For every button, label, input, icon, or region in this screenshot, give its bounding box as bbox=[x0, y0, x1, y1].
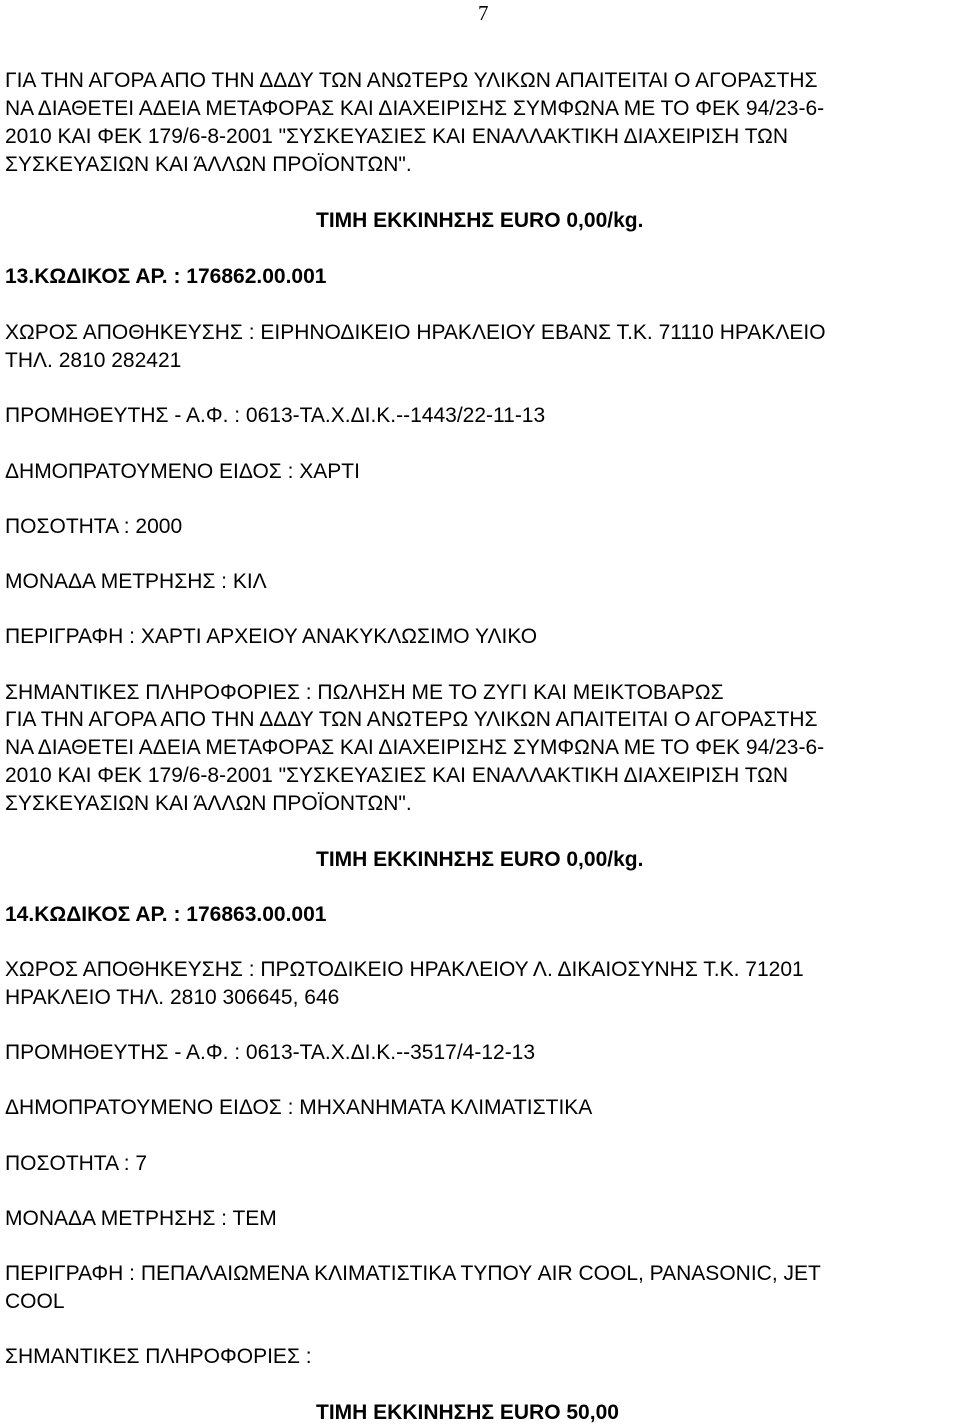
item-13-notes-line: ΓΙΑ ΤΗΝ ΑΓΟΡΑ ΑΠΟ ΤΗΝ ΔΔΔΥ ΤΩΝ ΑΝΩΤΕΡΩ ΥΛΙΚΩΝ ΑΠΑΙΤΕΙΤΑΙ Ο ΑΓΟΡΑΣΤΗΣ bbox=[5, 708, 818, 731]
top-note-line: ΓΙΑ ΤΗΝ ΑΓΟΡΑ ΑΠΟ ΤΗΝ ΔΔΔΥ ΤΩΝ ΑΝΩΤΕΡΩ ΥΛΙΚΩΝ ΑΠΑΙΤΕΙΤΑΙ Ο ΑΓΟΡΑΣΤΗΣ bbox=[5, 69, 818, 92]
item-13-notes-line: 2010 ΚΑΙ ΦΕΚ 179/6-8-2001 "ΣΥΣΚΕΥΑΣΙΕΣ ΚΑΙ ΕΝΑΛΛΑΚΤΙΚΗ ΔΙΑΧΕΙΡΙΣΗ ΤΩΝ bbox=[5, 764, 789, 787]
item-13-supplier: ΠΡΟΜΗΘΕΥΤΗΣ - Α.Φ. : 0613-ΤΑ.Χ.ΔΙ.Κ.--1443/22-11-13 bbox=[5, 404, 546, 427]
item-13-quantity: ΠΟΣΟΤΗΤΑ : 2000 bbox=[5, 515, 183, 538]
item-14-start-price: ΤΙΜΗ ΕΚΚΙΝΗΣΗΣ EURO 0,00/kg. bbox=[316, 848, 644, 871]
item-13-description: ΠΕΡΙΓΡΑΦΗ : ΧΑΡΤΙ ΑΡΧΕΙΟΥ ΑΝΑΚΥΚΛΩΣΙΜΟ ΥΛΙΚΟ bbox=[5, 625, 538, 648]
item-13-storage-location: ΧΩΡΟΣ ΑΠΟΘΗΚΕΥΣΗΣ : ΕΙΡΗΝΟΔΙΚΕΙΟ ΗΡΑΚΛΕΙΟΥ ΕΒΑΝΣ Τ.Κ. 71110 ΗΡΑΚΛΕΙΟ bbox=[5, 321, 826, 344]
item-13-notes-line: ΝΑ ΔΙΑΘΕΤΕΙ ΑΔΕΙΑ ΜΕΤΑΦΟΡΑΣ ΚΑΙ ΔΙΑΧΕΙΡΙΣΗΣ ΣΥΜΦΩΝΑ ΜΕ ΤΟ ΦΕΚ 94/23-6- bbox=[5, 736, 825, 759]
item-13-auctioned-item: ΔΗΜΟΠΡΑΤΟΥΜΕΝΟ ΕΙΔΟΣ : ΧΑΡΤΙ bbox=[5, 460, 360, 483]
item-14-notes: ΣΗΜΑΝΤΙΚΕΣ ΠΛΗΡΟΦΟΡΙΕΣ : bbox=[5, 1345, 312, 1368]
item-14-storage-location: ΧΩΡΟΣ ΑΠΟΘΗΚΕΥΣΗΣ : ΠΡΩΤΟΔΙΚΕΙΟ ΗΡΑΚΛΕΙΟΥ Λ. ΔΙΚΑΙΟΣΥΝΗΣ Τ.Κ. 71201 bbox=[5, 958, 804, 981]
item-13-notes-line: ΣΥΣΚΕΥΑΣΙΩΝ ΚΑΙ ΆΛΛΩΝ ΠΡΟΪΟΝΤΩΝ". bbox=[5, 792, 412, 815]
item-13-notes-line: ΣΗΜΑΝΤΙΚΕΣ ΠΛΗΡΟΦΟΡΙΕΣ : ΠΩΛΗΣΗ ΜΕ ΤΟ ΖΥΓΙ ΚΑΙ ΜΕΙΚΤΟΒΑΡΩΣ bbox=[5, 681, 724, 704]
item-14-code: 14.ΚΩΔΙΚΟΣ ΑΡ. : 176863.00.001 bbox=[5, 903, 327, 926]
item-13-code: 13.ΚΩΔΙΚΟΣ ΑΡ. : 176862.00.001 bbox=[5, 265, 327, 288]
top-note-line: 2010 ΚΑΙ ΦΕΚ 179/6-8-2001 "ΣΥΣΚΕΥΑΣΙΕΣ ΚΑΙ ΕΝΑΛΛΑΚΤΙΚΗ ΔΙΑΧΕΙΡΙΣΗ ΤΩΝ bbox=[5, 125, 789, 148]
item-13-start-price: ΤΙΜΗ ΕΚΚΙΝΗΣΗΣ EURO 0,00/kg. bbox=[316, 209, 644, 232]
item-14-supplier: ΠΡΟΜΗΘΕΥΤΗΣ - Α.Φ. : 0613-ΤΑ.Χ.ΔΙ.Κ.--3517/4-12-13 bbox=[5, 1041, 536, 1064]
item-13-unit: ΜΟΝΑΔΑ ΜΕΤΡΗΣΗΣ : ΚΙΛ bbox=[5, 570, 267, 593]
item-14-unit: ΜΟΝΑΔΑ ΜΕΤΡΗΣΗΣ : ΤΕΜ bbox=[5, 1207, 277, 1230]
top-note-line: ΣΥΣΚΕΥΑΣΙΩΝ ΚΑΙ ΆΛΛΩΝ ΠΡΟΪΟΝΤΩΝ". bbox=[5, 153, 412, 176]
item-13-storage-phone: ΤΗΛ. 2810 282421 bbox=[5, 349, 182, 372]
top-note-line: ΝΑ ΔΙΑΘΕΤΕΙ ΑΔΕΙΑ ΜΕΤΑΦΟΡΑΣ ΚΑΙ ΔΙΑΧΕΙΡΙΣΗΣ ΣΥΜΦΩΝΑ ΜΕ ΤΟ ΦΕΚ 94/23-6- bbox=[5, 97, 825, 120]
item-14-description-line: COOL bbox=[5, 1290, 65, 1313]
item-14-description-line: ΠΕΡΙΓΡΑΦΗ : ΠΕΠΑΛΑΙΩΜΕΝΑ ΚΛΙΜΑΤΙΣΤΙΚΑ ΤΥΠΟΥ AIR COOL, PANASONIC, JET bbox=[5, 1262, 821, 1285]
item-14-quantity: ΠΟΣΟΤΗΤΑ : 7 bbox=[5, 1152, 148, 1175]
item-14-auctioned-item: ΔΗΜΟΠΡΑΤΟΥΜΕΝΟ ΕΙΔΟΣ : ΜΗΧΑΝΗΜΑΤΑ ΚΛΙΜΑΤΙΣΤΙΚΑ bbox=[5, 1096, 593, 1119]
page-number: 7 bbox=[478, 1, 489, 25]
item-14-storage-phone: ΗΡΑΚΛΕΙΟ ΤΗΛ. 2810 306645, 646 bbox=[5, 986, 340, 1009]
item-14-start-price-bottom: ΤΙΜΗ ΕΚΚΙΝΗΣΗΣ EURO 50,00 bbox=[316, 1401, 619, 1424]
